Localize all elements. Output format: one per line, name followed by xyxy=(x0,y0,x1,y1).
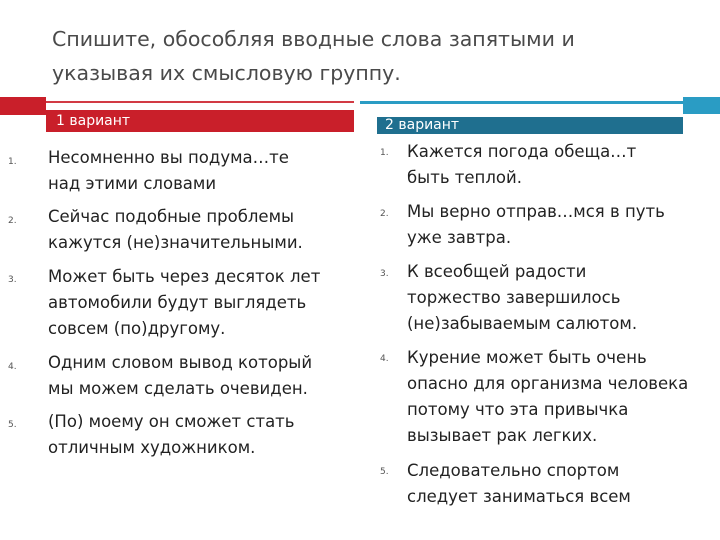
v1-item-2 xyxy=(48,204,303,256)
v2-item-5 xyxy=(407,458,631,510)
v1-item-2-line: кажутся (не)значительными. xyxy=(48,233,303,252)
v1-item-5-number: 5. xyxy=(8,420,17,430)
v2-item-3-number: 3. xyxy=(380,269,389,279)
v1-item-1 xyxy=(48,145,289,197)
v2-item-1-line: быть теплой. xyxy=(407,168,522,187)
v2-item-2-line: Мы верно отправ…мся в путь xyxy=(407,202,665,221)
v2-item-3-line: (не)забываемым салютом. xyxy=(407,314,638,333)
v1-item-2-line: Сейчас подобные проблемы xyxy=(48,207,295,226)
v2-item-4-line: опасно для организма человека xyxy=(407,374,689,393)
v2-item-5-line: Следовательно спортом xyxy=(407,461,620,480)
v2-item-4-line: Курение может быть очень xyxy=(407,348,647,367)
v2-item-2 xyxy=(407,199,665,251)
v2-item-5-number: 5. xyxy=(380,467,389,477)
slide-title xyxy=(52,22,692,90)
v2-item-4-number: 4. xyxy=(380,354,389,364)
v1-item-5-line: (По) моему он сможет стать xyxy=(48,412,295,431)
v1-item-2-number: 2. xyxy=(8,216,17,226)
v1-item-4-number: 4. xyxy=(8,362,17,372)
v2-item-1-line: Кажется погода обеща…т xyxy=(407,142,637,161)
red-accent-block xyxy=(0,97,46,115)
red-divider-line xyxy=(46,101,354,103)
title-line-1: Спишите, обособляя вводные слова запятыми и xyxy=(52,27,575,51)
v1-item-4-line: мы можем сделать очевиден. xyxy=(48,379,308,398)
v1-item-3-line: совсем (по)другому. xyxy=(48,319,226,338)
v1-item-5 xyxy=(48,409,295,461)
variant-2-header: 2 вариант xyxy=(377,117,683,134)
v1-item-1-line: Несомненно вы подума…те xyxy=(48,148,289,167)
v2-item-3 xyxy=(407,259,637,337)
v1-item-3-number: 3. xyxy=(8,275,17,285)
v2-item-2-line: уже завтра. xyxy=(407,228,512,247)
v2-item-5-line: следует заниматься всем xyxy=(407,487,631,506)
v2-item-3-line: торжество завершилось xyxy=(407,288,621,307)
variant-1-header: 1 вариант xyxy=(46,110,354,132)
v1-item-1-number: 1. xyxy=(8,157,17,167)
v2-item-3-line: К всеобщей радости xyxy=(407,262,587,281)
v1-item-4-line: Одним словом вывод который xyxy=(48,353,313,372)
blue-divider-line xyxy=(360,101,720,104)
v1-item-5-line: отличным художником. xyxy=(48,438,256,457)
v2-item-1 xyxy=(407,139,636,191)
v2-item-4 xyxy=(407,345,688,449)
v2-item-2-number: 2. xyxy=(380,209,389,219)
title-line-2: указывая их смысловую группу. xyxy=(52,61,401,85)
v1-item-3 xyxy=(48,264,320,342)
v1-item-4 xyxy=(48,350,312,402)
v1-item-3-line: автомобили будут выглядеть xyxy=(48,293,307,312)
v2-item-1-number: 1. xyxy=(380,148,389,158)
v1-item-3-line: Может быть через десяток лет xyxy=(48,267,321,286)
v2-item-4-line: потому что эта привычка xyxy=(407,400,629,419)
v1-item-1-line: над этими словами xyxy=(48,174,217,193)
blue-accent-block xyxy=(683,97,720,114)
v2-item-4-line: вызывает рак легких. xyxy=(407,426,598,445)
